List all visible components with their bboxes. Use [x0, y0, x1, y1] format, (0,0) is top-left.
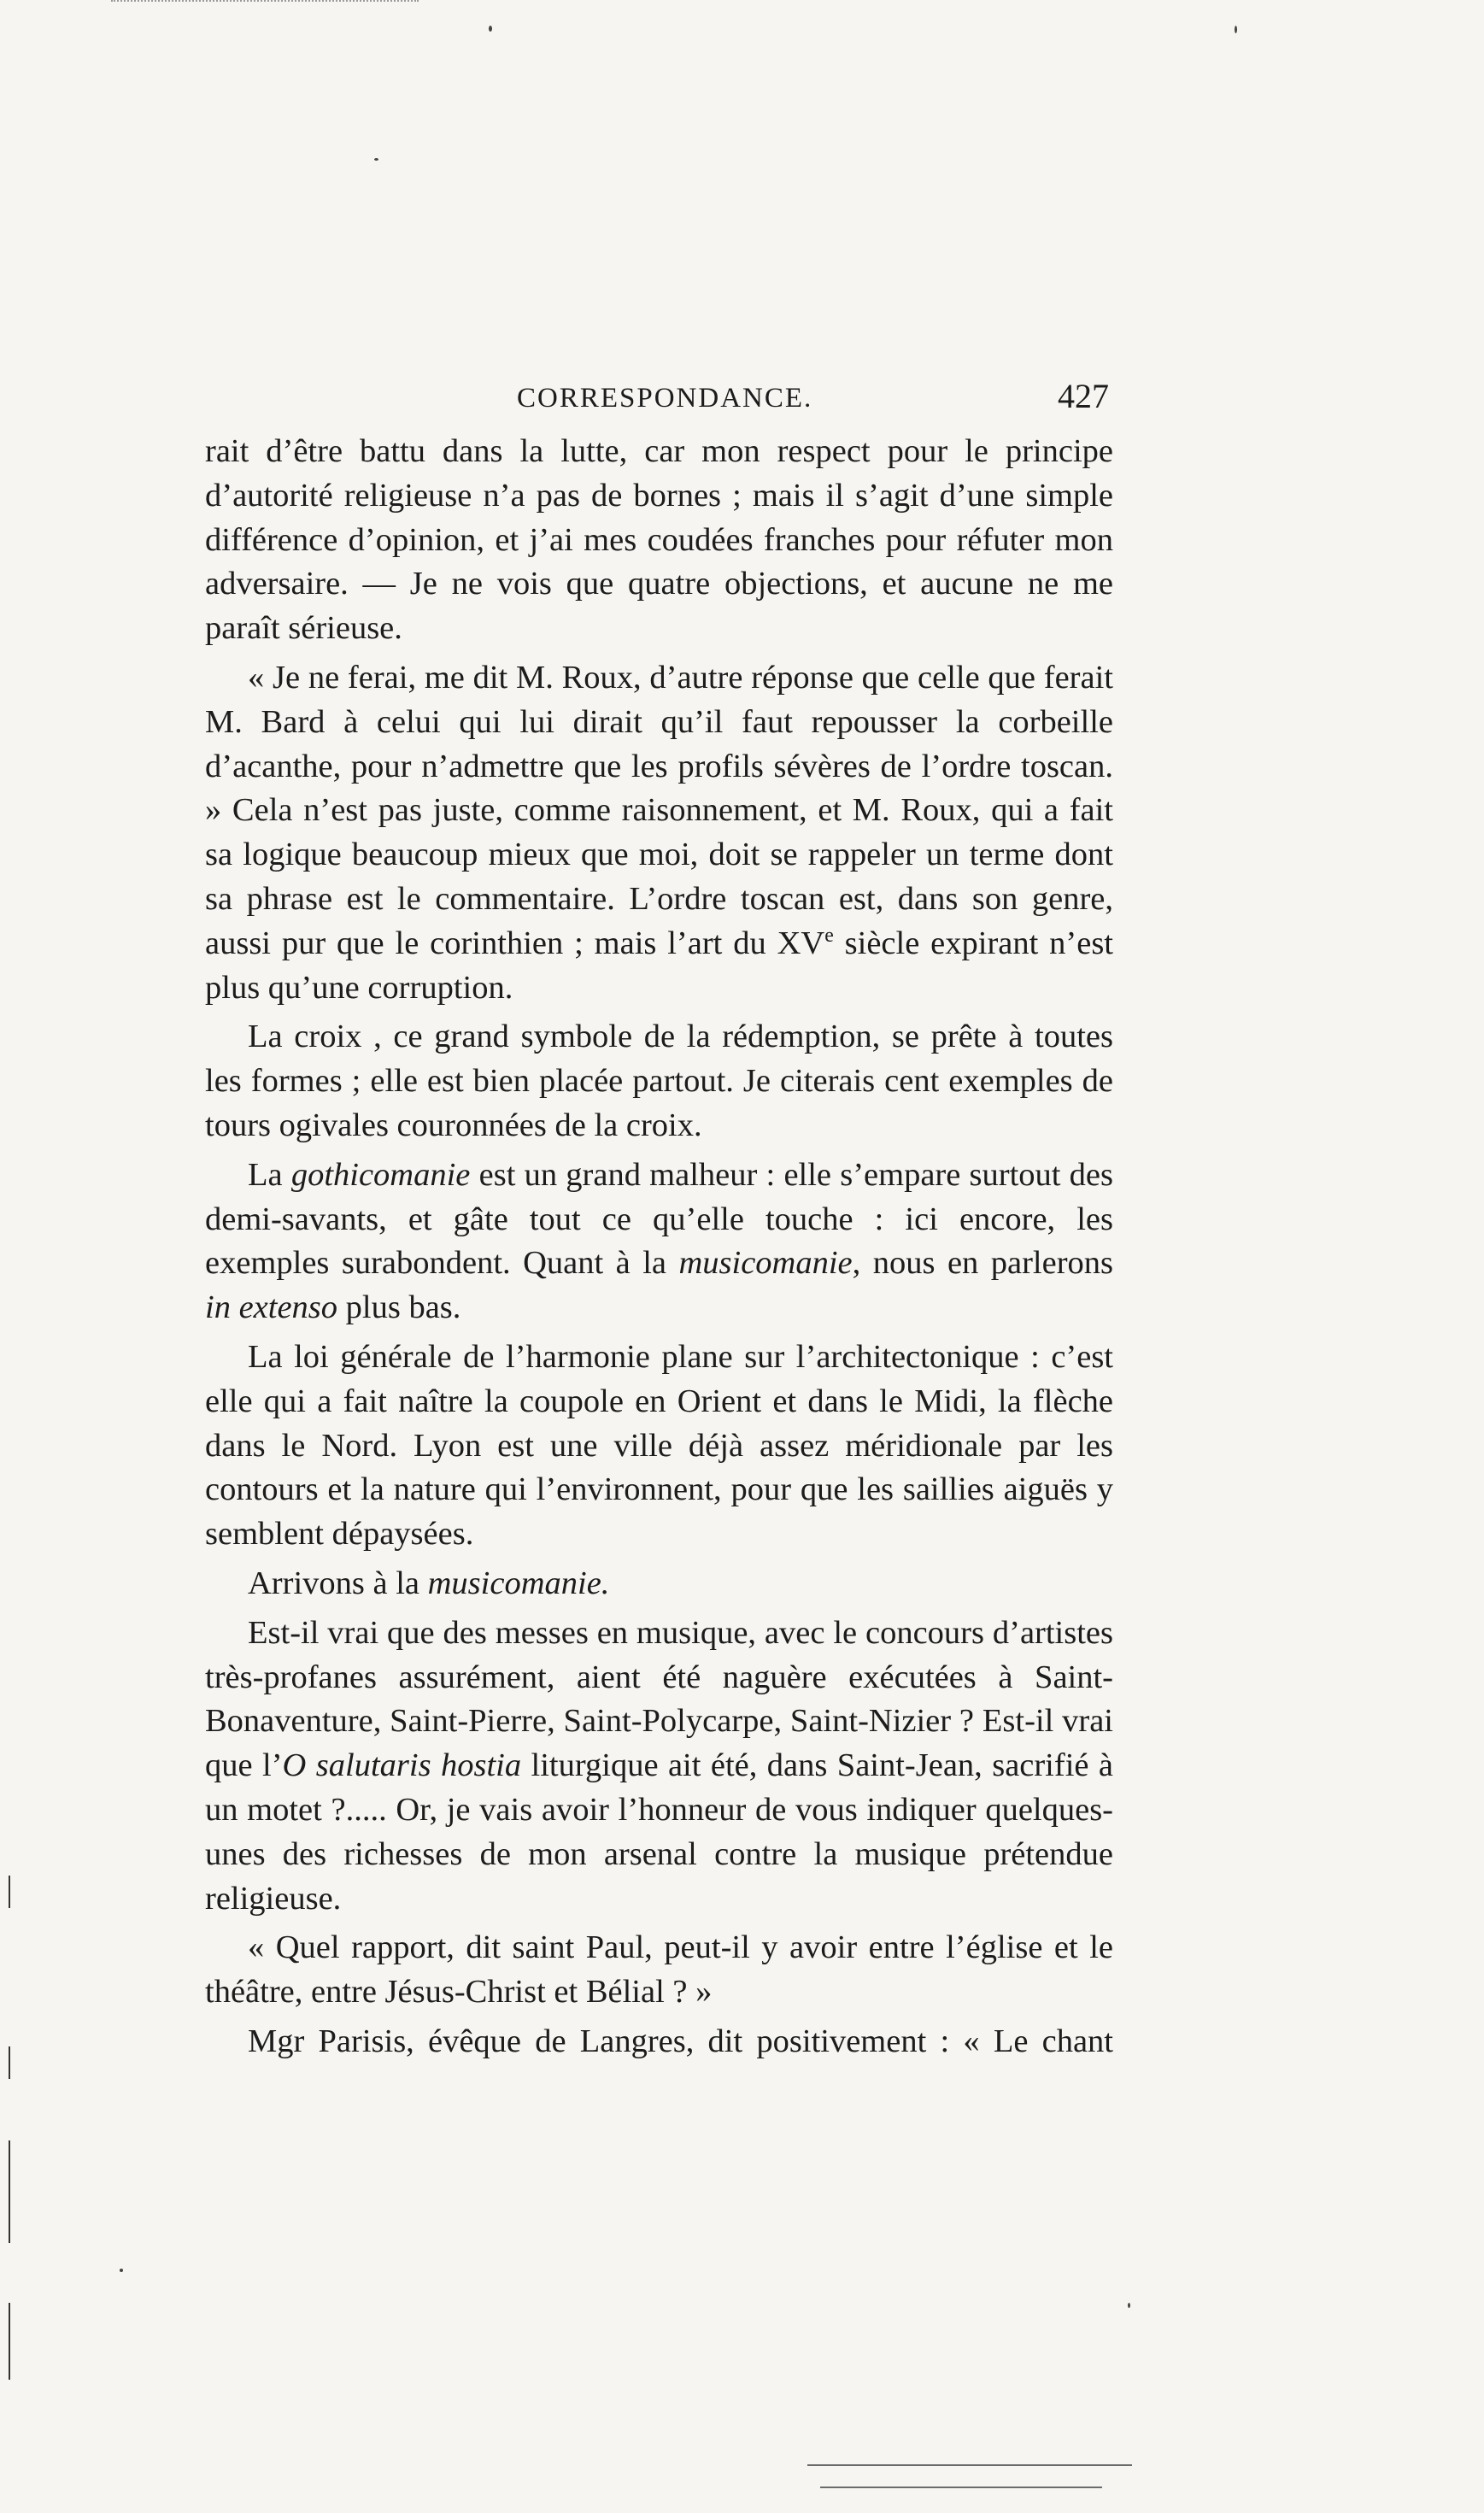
- margin-scan-mark: [9, 2046, 10, 2079]
- paragraph: [205, 1154, 1113, 1330]
- text-run: « Quel rapport, dit saint Paul, peut-il y avoir entre l’église et le théâtre, entre Jésus-Christ et Bélial ? »: [205, 1929, 1113, 2011]
- italic-text: in extenso: [205, 1289, 338, 1326]
- scan-speck: [374, 158, 378, 161]
- paragraph: [205, 1612, 1113, 1922]
- italic-text: musicomanie: [678, 1245, 853, 1282]
- text-run: plus bas.: [337, 1289, 461, 1326]
- paragraph: [205, 1926, 1113, 2015]
- text-run: Arrivons à la: [248, 1565, 428, 1601]
- margin-scan-mark: [9, 2140, 10, 2243]
- paragraph: [205, 2020, 1113, 2064]
- body-text: [205, 430, 1113, 2070]
- superscript: e: [824, 924, 834, 947]
- text-run: , nous en parlerons: [852, 1245, 1113, 1282]
- scan-speck: [1128, 2303, 1130, 2308]
- italic-text: O salutaris hostia: [282, 1747, 522, 1784]
- italic-text: musicomanie.: [427, 1565, 610, 1601]
- text-run: liturgique ait été, dans Saint-Jean, sacrifié à un motet ?..... Or, je vais avoir l’honneur de vous indiquer quelques-unes des richesses de mon arsenal contre la musique prétendue religieuse.: [205, 1747, 1114, 1917]
- bottom-edge-rule: [820, 2487, 1102, 2488]
- paragraph: [205, 430, 1113, 651]
- page-number: 427: [1058, 377, 1109, 415]
- text-run: La loi générale de l’harmonie plane sur l’architectonique : c’est elle qui a fait naître la coupole en Orient et dans le Midi, la flèche dans le Nord. Lyon est une ville déjà assez méridionale par les contours et la nature qui l’environnent, pour que les saillies aiguës y semblent dépaysées.: [205, 1338, 1113, 1553]
- scan-speck: [120, 2269, 123, 2272]
- text-run: « Je ne ferai, me dit M. Roux, d’autre réponse que celle que ferait M. Bard à celui qui lui dirait qu’il faut repousser la corbeille d’acanthe, pour n’admettre que les profils sévères de l’ordre toscan. » Cela n’est pas juste, comme raisonnement, et M. Roux, qui a fait sa logique beaucoup mieux que moi, doit se rappeler un terme dont sa phrase est le commentaire. L’ordre toscan est, dans son genre, aussi pur que le corinthien ; mais l’art du XV: [205, 659, 1113, 961]
- scan-speck: [489, 26, 492, 32]
- running-head: [205, 376, 1111, 427]
- paragraph: [205, 1015, 1113, 1148]
- text-run: La croix , ce grand symbole de la rédemption, se prête à toutes les formes ; elle est bien placée partout. Je citerais cent exemples de tours ogivales couronnées de la croix.: [205, 1019, 1113, 1143]
- text-run: est un grand malheur : elle s’empare surtout des demi-savants, et gâte tout ce qu’elle touche : ici encore, les exemples surabondent. Quant à la: [205, 1156, 1114, 1282]
- margin-scan-mark: [9, 1876, 10, 1908]
- top-edge-dots: [111, 0, 419, 2]
- text-run: Est-il vrai que des messes en musique, avec le concours d’artistes très-profanes assurément, aient été naguère exécutées à Saint-Bonaventure, Saint-Pierre, Saint-Polycarpe, Saint-Nizier ? Est-il vrai que l’: [205, 1614, 1113, 1784]
- running-title: CORRESPONDANCE.: [517, 383, 813, 414]
- paragraph: [205, 1562, 1113, 1606]
- scan-speck: [1235, 26, 1237, 33]
- bottom-edge-rule: [807, 2464, 1132, 2466]
- paragraph: [205, 656, 1113, 1010]
- text-run: rait d’être battu dans la lutte, car mon respect pour le principe d’autorité religieuse n’a pas de bornes ; mais il s’agit d’une simple différence d’opinion, et j’ai mes coudées franches pour réfuter mon adversaire. — Je ne vois que quatre objections, et aucune ne me paraît sérieuse.: [205, 433, 1113, 647]
- margin-scan-mark: [9, 2303, 10, 2380]
- paragraph: [205, 1336, 1113, 1557]
- text-run: siècle expirant n’est plus qu’une corruption.: [205, 925, 1114, 1006]
- text-run: Mgr Parisis, évêque de Langres, dit positivement : « Le chant: [248, 2023, 1113, 2059]
- italic-text: gothicomanie: [290, 1156, 471, 1193]
- text-run: La: [248, 1156, 291, 1193]
